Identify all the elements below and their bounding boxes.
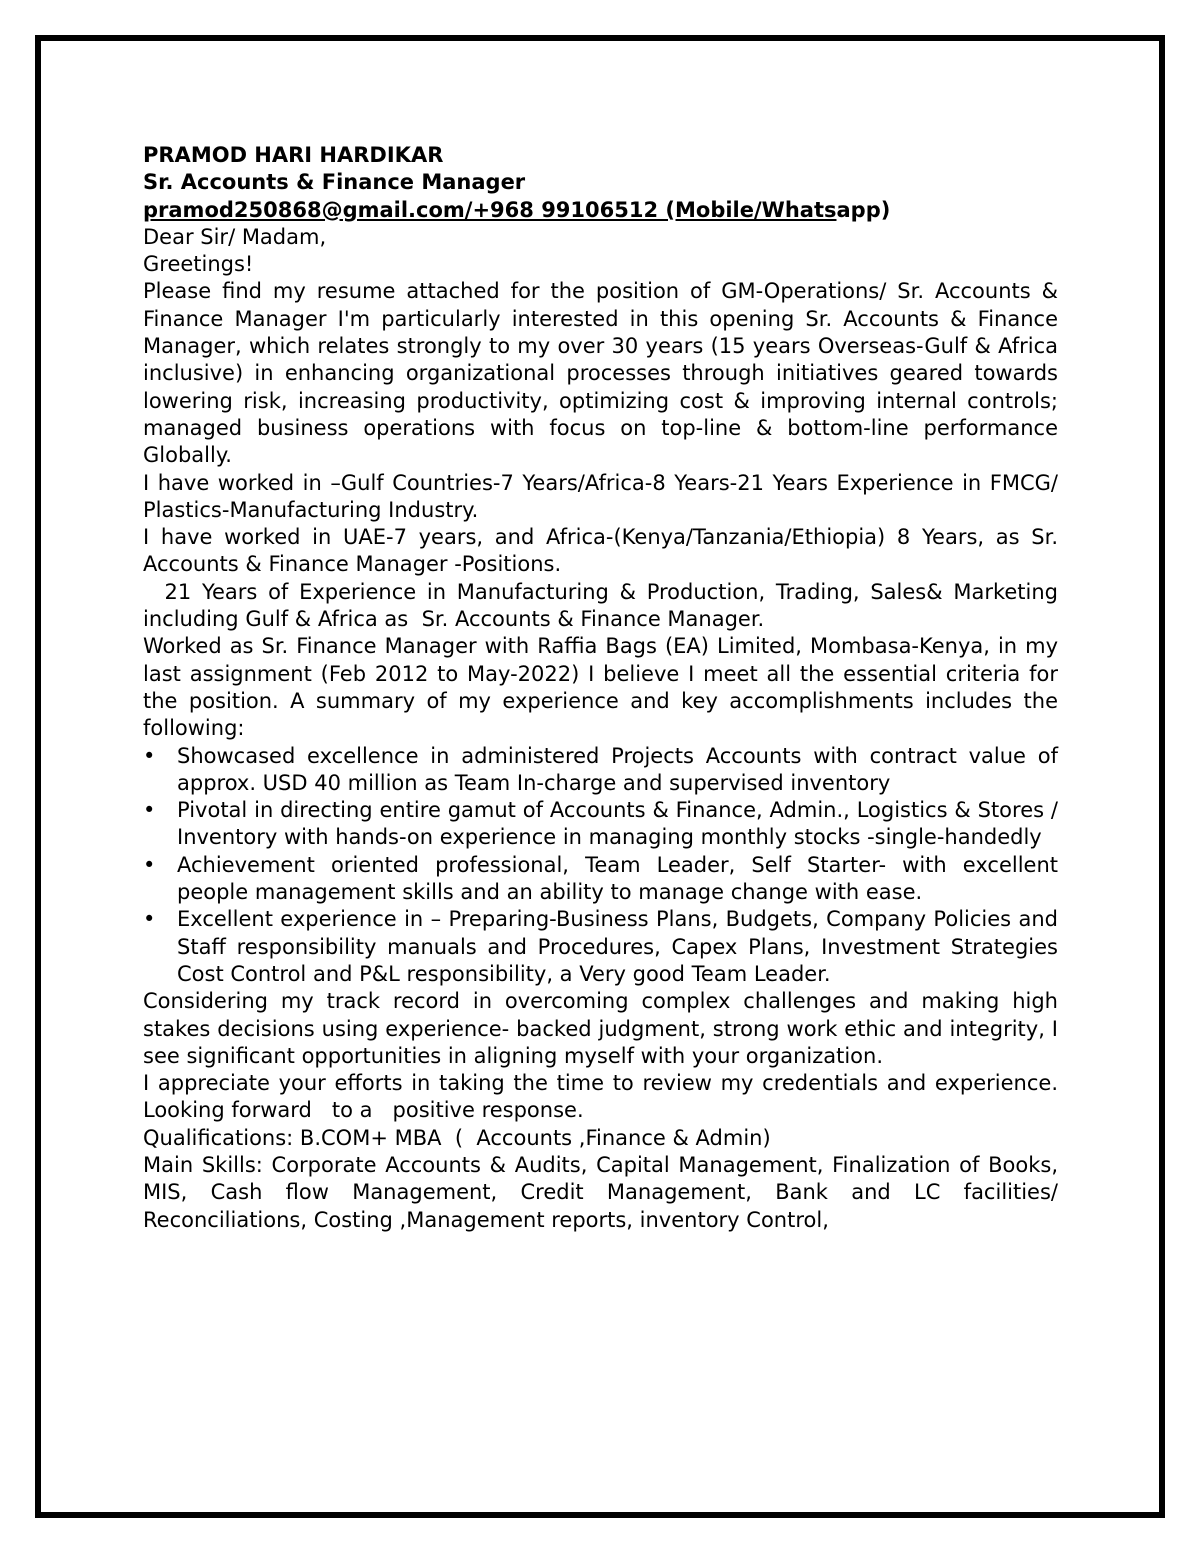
list-item-text: Achievement oriented professional, Team Leader, Self Starter- with excellent people management skills and an ability to manage change with ease. bbox=[177, 852, 1058, 905]
bullet-icon: • bbox=[143, 743, 156, 768]
accomplishments-list bbox=[143, 743, 1058, 989]
salutation: Dear Sir/ Madam, bbox=[143, 224, 327, 249]
applicant-name: PRAMOD HARI HARDIKAR bbox=[143, 143, 444, 167]
paragraph-experience-positions: I have worked in UAE-7 years, and Africa-(Kenya/Tanzania/Ethiopia) 8 Years, as Sr. Accounts & Finance Manager -Positions. bbox=[143, 525, 1058, 577]
bullet-icon: • bbox=[143, 852, 156, 877]
list-item bbox=[143, 906, 1058, 988]
paragraph-experience-regions: I have worked in –Gulf Countries-7 Years/Africa-8 Years-21 Years Experience in FMCG/ Plastics-Manufacturing Industry. bbox=[143, 470, 1058, 522]
applicant-title: Sr. Accounts & Finance Manager bbox=[143, 170, 526, 195]
greeting: Greetings! bbox=[143, 252, 254, 277]
list-item-text: Excellent experience in – Preparing-Business Plans, Budgets, Company Policies and Staff responsibility manuals and Procedures, Capex Plans, Investment Strategies Cost Control and P&L responsibility, a Very good Team Leader. bbox=[177, 907, 1058, 986]
contact-line bbox=[143, 197, 1058, 224]
list-item bbox=[143, 852, 1058, 907]
contact-email-phone[interactable]: pramod250868@gmail.com/+968 99106512 (Mobile/Whats bbox=[143, 197, 837, 222]
paragraph-intro: Please find my resume attached for the position of GM-Operations/ Sr. Accounts & Finance Manager I'm particularly interested in this opening Sr. Accounts & Finance Manager, which relates strongly to my over 30 years (15 years Overseas-Gulf & Africa inclusive) in enhancing organizational processes through initiatives geared towards lowering risk, increasing productivity, optimizing cost & improving internal controls; managed business operations with focus on top-line & bottom-line performance Globally. bbox=[143, 279, 1058, 468]
paragraph-last-assignment: Worked as Sr. Finance Manager with Raffia Bags (EA) Limited, Mombasa-Kenya, in my last assignment (Feb 2012 to May-2022) I believe I meet all the essential criteria for the position. A summary of my experience and key accomplishments includes the following: bbox=[143, 634, 1058, 741]
qualifications: Qualifications: B.COM+ MBA ( Accounts ,Finance & Admin) bbox=[143, 1125, 771, 1150]
contact-tail: app) bbox=[836, 197, 891, 222]
list-item-text: Showcased excellence in administered Projects Accounts with contract value of approx. USD 40 million as Team In-charge and supervised inventory bbox=[177, 743, 1058, 795]
bullet-icon: • bbox=[143, 907, 156, 932]
main-skills: Main Skills: Corporate Accounts & Audits, Capital Management, Finalization of Books, MIS, Cash flow Management, Credit Management, Bank and LC facilities/ Reconciliations, Costing ,Management reports, inventory Control, bbox=[143, 1152, 1058, 1232]
list-item bbox=[143, 797, 1058, 852]
paragraph-track-record: Considering my track record in overcoming complex challenges and making high stakes decisions using experience- backed judgment, strong work ethic and integrity, I see significant opportunities in aligning myself with your organization. bbox=[143, 989, 1058, 1068]
list-item bbox=[143, 743, 1058, 798]
paragraph-closing: I appreciate your efforts in taking the time to review my credentials and experience. Looking forward to a positive response. bbox=[143, 1071, 1065, 1123]
bullet-icon: • bbox=[143, 798, 156, 823]
letter-body bbox=[143, 142, 1065, 1234]
list-item-text: Pivotal in directing entire gamut of Accounts & Finance, Admin., Logistics & Stores / Inventory with hands-on experience in managing monthly stocks -single-handedly bbox=[177, 798, 1058, 850]
paragraph-manufacturing: 21 Years of Experience in Manufacturing & Production, Trading, Sales& Marketing including Gulf & Africa as Sr. Accounts & Finance Manager. bbox=[143, 579, 1065, 632]
